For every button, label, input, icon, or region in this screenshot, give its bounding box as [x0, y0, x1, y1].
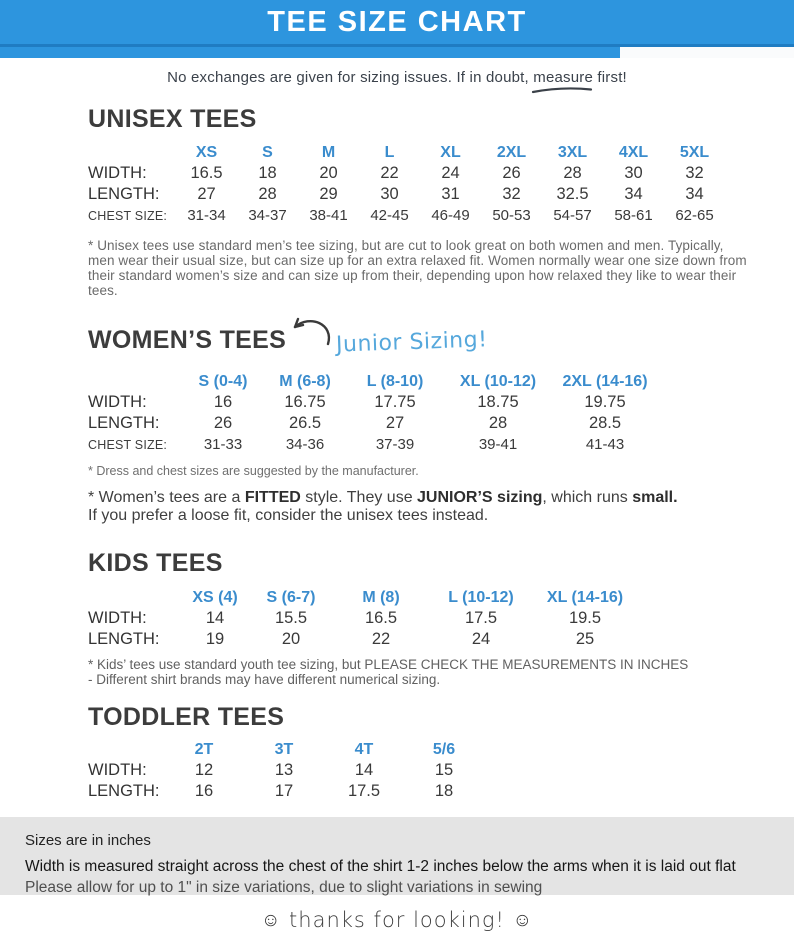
- size-value: 18: [434, 782, 454, 800]
- size-column-header: S (0-4): [198, 373, 248, 390]
- size-value: 16: [194, 782, 214, 800]
- size-value: 34-37: [248, 207, 287, 224]
- manufacturer-note: * Dress and chest sizes are suggested by the manufacturer.: [88, 464, 419, 478]
- size-value: 19: [205, 630, 225, 648]
- size-column-header: 2T: [194, 741, 214, 758]
- size-value: 32.5: [556, 185, 589, 203]
- banner-white-notch: [620, 47, 794, 58]
- size-value: 32: [502, 185, 521, 203]
- size-column-header: 3XL: [557, 144, 588, 161]
- size-column-header: 2XL: [496, 144, 527, 161]
- footer-line-inches: Sizes are in inches: [25, 832, 151, 849]
- size-column-header: M (6-8): [279, 373, 331, 390]
- size-column-header: XL: [440, 144, 461, 161]
- size-value: 29: [319, 185, 338, 203]
- size-value: 15.5: [274, 609, 308, 627]
- measurement-row: [88, 392, 657, 413]
- row-label: WIDTH:: [88, 609, 147, 627]
- measurement-row: [88, 760, 484, 781]
- row-label: WIDTH:: [88, 393, 147, 411]
- size-value: 31: [441, 185, 460, 203]
- size-column-header: M (8): [362, 589, 400, 606]
- size-value: 41-43: [585, 436, 625, 453]
- toddler-size-table: [88, 740, 484, 802]
- womens-heading-row: [88, 322, 794, 366]
- table-corner-spacer: [88, 143, 176, 163]
- size-column-header: S (6-7): [266, 589, 316, 606]
- size-column-header: S: [262, 144, 273, 161]
- unisex-size-table: [88, 143, 725, 226]
- junior-sizing-annotation: Junior Sizing!: [335, 327, 488, 358]
- row-label: CHEST SIZE:: [88, 208, 168, 223]
- fitted-style-note: [88, 489, 768, 525]
- emphasized-text: JUNIOR’S sizing: [417, 489, 543, 506]
- notice-text-before: No exchanges are given for sizing issues. If in doubt,: [167, 69, 534, 86]
- size-value: 34-36: [285, 436, 325, 453]
- size-value: 14: [205, 609, 225, 627]
- row-label: LENGTH:: [88, 185, 160, 203]
- kids-note-line-1: * Kids’ tees use standard youth tee sizing, but PLEASE CHECK THE MEASUREMENTS IN INCHES: [88, 657, 689, 672]
- measurement-info-footer: [0, 817, 794, 895]
- size-value: 30: [624, 164, 643, 182]
- size-column-header: 3T: [274, 741, 294, 758]
- womens-size-table: [88, 372, 657, 455]
- title-banner: [0, 0, 794, 44]
- emphasized-text: small.: [632, 489, 678, 506]
- size-column-header: XL (10-12): [459, 373, 537, 390]
- notice-text-after: first!: [593, 69, 627, 86]
- size-column-header: 5/6: [432, 741, 456, 758]
- size-value: 38-41: [309, 207, 348, 224]
- size-column-header: 2XL (14-16): [562, 373, 648, 390]
- size-value: 24: [441, 164, 460, 182]
- section-toddler-tees: [88, 703, 794, 802]
- row-label: LENGTH:: [88, 630, 160, 648]
- size-value: 15: [434, 761, 454, 779]
- size-value: 17.75: [374, 393, 416, 411]
- size-value: 28: [563, 164, 582, 182]
- size-value: 24: [471, 630, 491, 648]
- table-corner-spacer: [88, 372, 183, 392]
- size-value: 28: [488, 414, 508, 432]
- size-value: 58-61: [614, 207, 653, 224]
- size-value: 14: [354, 761, 374, 779]
- size-value: 20: [281, 630, 301, 648]
- size-value: 46-49: [431, 207, 470, 224]
- size-column-header: XS: [195, 144, 218, 161]
- size-value: 22: [380, 164, 399, 182]
- measure-underlined-word: measure: [533, 69, 593, 86]
- size-value: 26.5: [288, 414, 322, 432]
- size-value: 26: [213, 414, 233, 432]
- size-value: 25: [575, 630, 595, 648]
- size-column-header: L: [384, 144, 395, 161]
- size-value: 50-53: [492, 207, 531, 224]
- size-value: 28.5: [588, 414, 622, 432]
- measurement-row: [88, 629, 635, 650]
- size-column-header: L (10-12): [448, 589, 514, 606]
- smiley-left-icon: ☺: [260, 909, 282, 931]
- curved-arrow-icon: [282, 314, 334, 355]
- toddler-tees-heading: TODDLER TEES: [88, 703, 285, 731]
- size-value: 13: [274, 761, 294, 779]
- kids-sizing-note: [88, 657, 768, 687]
- size-value: 16: [213, 393, 233, 411]
- kids-note-line-2: - Different shirt brands may have different numerical sizing.: [88, 672, 441, 687]
- table-corner-spacer: [88, 588, 183, 608]
- plain-text: , which runs: [542, 489, 633, 506]
- size-value: 12: [194, 761, 214, 779]
- section-unisex-tees: [88, 105, 794, 298]
- kids-size-table: [88, 588, 635, 650]
- size-value: 62-65: [675, 207, 714, 224]
- section-kids-tees: [88, 549, 794, 687]
- row-label: CHEST SIZE:: [88, 437, 168, 452]
- size-value: 16.5: [364, 609, 398, 627]
- measurement-row: [88, 781, 484, 802]
- size-value: 19.5: [568, 609, 602, 627]
- womens-tees-heading: WOMEN’S TEES: [88, 326, 287, 354]
- kids-tees-heading: KIDS TEES: [88, 549, 223, 577]
- no-exchanges-notice: [0, 69, 794, 86]
- footer-line-variations: Please allow for up to 1" in size variations, due to slight variations in sewing: [25, 879, 543, 896]
- underline-swoosh-stroke: [531, 86, 593, 94]
- size-column-header: M: [321, 144, 336, 161]
- size-column-header: XS (4): [192, 589, 238, 606]
- measurement-row: [88, 413, 657, 434]
- row-label: WIDTH:: [88, 761, 147, 779]
- plain-text: style. They use: [300, 489, 418, 506]
- footer-line-width-measure: Width is measured straight across the chest of the shirt 1-2 inches below the arms when it is laid out flat: [25, 858, 736, 875]
- size-column-header: L (8-10): [366, 373, 424, 390]
- size-column-header: XL (14-16): [546, 589, 624, 606]
- smiley-right-icon: ☺: [512, 909, 534, 931]
- measurement-row: [88, 205, 725, 226]
- size-value: 32: [685, 164, 704, 182]
- row-label: WIDTH:: [88, 164, 147, 182]
- emphasized-text: FITTED: [244, 489, 301, 506]
- size-value: 34: [624, 185, 643, 203]
- size-value: 16.75: [284, 393, 326, 411]
- size-value: 17: [274, 782, 294, 800]
- chart-content: [0, 105, 794, 802]
- size-value: 34: [685, 185, 704, 203]
- size-value: 22: [371, 630, 391, 648]
- measurement-row: [88, 434, 657, 455]
- section-womens-tees: [88, 322, 794, 525]
- size-value: 19.75: [584, 393, 626, 411]
- size-value: 30: [380, 185, 399, 203]
- plain-text: * Women’s tees are a: [88, 489, 245, 506]
- page-title: TEE SIZE CHART: [267, 5, 527, 38]
- size-value: 54-57: [553, 207, 592, 224]
- size-value: 26: [502, 164, 521, 182]
- measurement-row: [88, 608, 635, 629]
- measurement-row: [88, 184, 725, 205]
- thanks-text: thanks for looking!: [289, 908, 505, 932]
- thanks-for-looking-message: [0, 908, 794, 933]
- size-value: 39-41: [478, 436, 518, 453]
- size-value: 37-39: [375, 436, 415, 453]
- size-column-header: 4T: [354, 741, 374, 758]
- banner-bottom-strip: [0, 44, 794, 58]
- size-value: 20: [319, 164, 338, 182]
- size-value: 27: [385, 414, 405, 432]
- size-value: 42-45: [370, 207, 409, 224]
- size-column-header: 4XL: [618, 144, 649, 161]
- size-value: 16.5: [190, 164, 223, 182]
- size-value: 18.75: [477, 393, 519, 411]
- size-value: 27: [197, 185, 216, 203]
- measurement-row: [88, 163, 725, 184]
- size-value: 31-33: [203, 436, 243, 453]
- size-value: 31-34: [187, 207, 226, 224]
- size-value: 18: [258, 164, 277, 182]
- size-value: 17.5: [347, 782, 381, 800]
- plain-text: If you prefer a loose fit, consider the unisex tees instead.: [88, 507, 489, 524]
- row-label: LENGTH:: [88, 782, 160, 800]
- size-value: 17.5: [464, 609, 498, 627]
- row-label: LENGTH:: [88, 414, 160, 432]
- size-column-header: 5XL: [679, 144, 710, 161]
- size-value: 28: [258, 185, 277, 203]
- unisex-tees-heading: UNISEX TEES: [88, 105, 257, 133]
- table-corner-spacer: [88, 740, 164, 760]
- unisex-sizing-note: * Unisex tees use standard men’s tee sizing, but are cut to look great on both women and men. Typically, men wear their usual size, but can size up for an extra relaxed fit. Women normally wear one size down from their standard women’s size and can size up from their, depending upon how relaxed they like to wear their tees.: [88, 238, 747, 298]
